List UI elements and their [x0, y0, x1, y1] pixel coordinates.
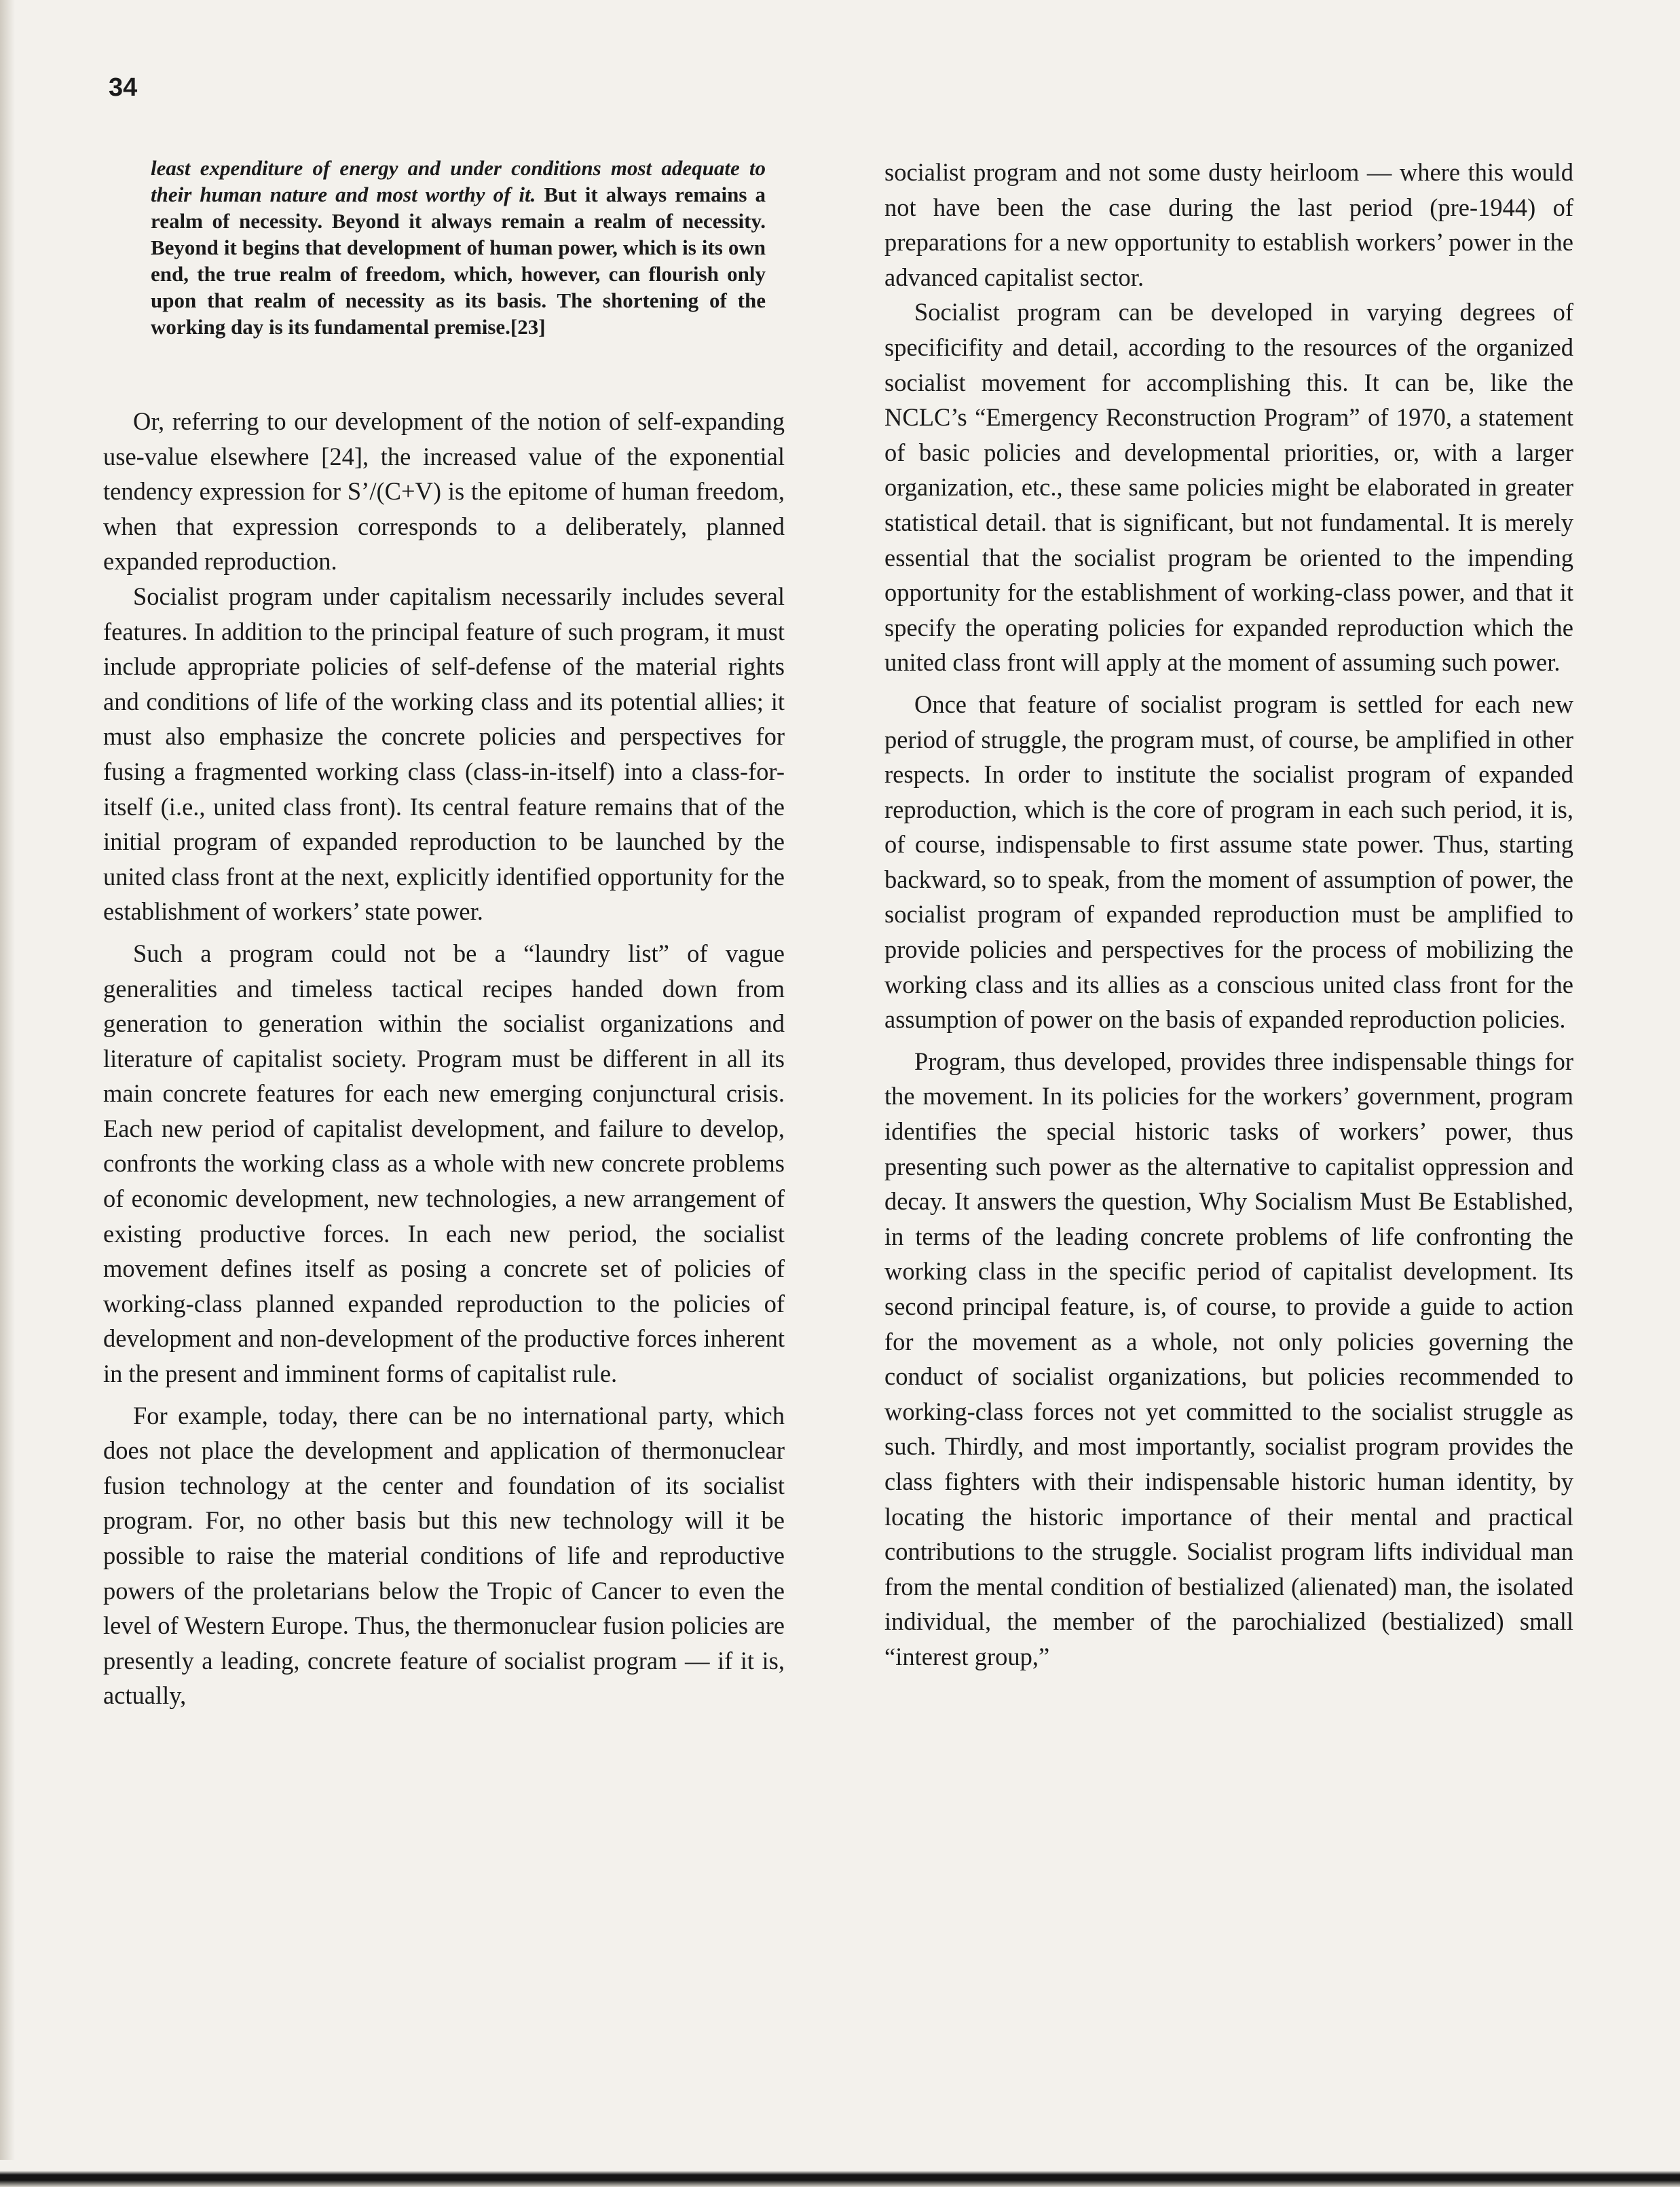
block-quote	[151, 155, 766, 340]
right-column	[884, 155, 1573, 1675]
quote-italic-text: least expenditure of energy and under conditions most adequate to their human nature and most worthy of it.	[151, 156, 766, 206]
quote-text: But it always remains a realm of necessity. Beyond it always remain a realm of necessity. Beyond it begins that development of human power, which is its own end, the true realm of freedom, which, however, can flourish only upon that realm of necessity as its basis. The shortening of the working day is its fundamental premise.[23]	[151, 183, 766, 339]
paragraph: Socialist program under capitalism necessarily includes several features. In addition to the principal feature of such program, it must include appropriate policies of self-defense of the material rights and conditions of life of the working class and its potential allies; it must also emphasize the concrete policies and perspectives for fusing a fragmented working class (class-in-itself) into a class-for-itself (i.e., united class front). Its central feature remains that of the initial program of expanded reproduction to be launched by the united class front at the next, explicitly identified opportunity for the establishment of workers’ state power.	[103, 582, 785, 926]
page-bottom-edge	[0, 2160, 1680, 2187]
paragraph: Such a program could not be a “laundry list” of vague generalities and timeless tactical recipes handed down from generation to generation within the socialist organizations and literature of capitalist society. Program must be different in all its main concrete features for each new emerging conjunctural crisis. Each new period of capitalist development, and failure to develop, confronts the working class as a whole with new concrete problems of economic development, new technologies, a new arrangement of existing productive forces. In each new period, the socialist movement defines itself as posing a concrete set of policies of working-class planned expanded reproduction to the policies of development and non-development of the productive forces inherent in the present and imminent forms of capitalist rule.	[103, 939, 785, 1388]
paragraph: Program, thus developed, provides three indispensable things for the movement. In its policies for the workers’ government, program identifies the special historic tasks of workers’ power, thus presenting such power as the alternative to capitalist oppression and decay. It answers the question, Why Socialism Must Be Established, in terms of the leading concrete problems of life confronting the working class in the specific period of capitalist development. Its second principal feature, is, of course, to provide a guide to action for the movement as a whole, not only policies governing the conduct of socialist organizations, but policies recommended to working-class forces not yet committed to the socialist struggle as such. Thirdly, and most importantly, socialist program provides the class fighters with their indispensable historic human identity, by locating the historic importance of their mental and practical contributions to the struggle. Socialist program lifts individual man from the mental condition of bestialized (alienated) man, the isolated individual, the member of the parochialized (bestialized) small “interest group,”	[884, 1047, 1573, 1670]
left-column	[103, 155, 785, 1713]
paragraph: Once that feature of socialist program is settled for each new period of struggle, the program must, of course, be amplified in other respects. In order to institute the socialist program of expanded reproduction, which is the core of program in each such period, it is, of course, indispensable to first assume state power. Thus, starting backward, so to speak, from the moment of assumption of power, the socialist program of expanded reproduction must be amplified to provide policies and perspectives for the process of mobilizing the working class and its allies as a conscious united class front for the assumption of power on the basis of expanded reproduction policies.	[884, 690, 1573, 1034]
paragraph: For example, today, there can be no international party, which does not place the development and application of thermonuclear fusion technology at the center and foundation of its socialist program. For, no other basis but this new technology will it be possible to raise the material conditions of life and reproductive powers of the proletarians below the Tropic of Cancer to even the level of Western Europe. Thus, the thermonuclear fusion policies are presently a leading, concrete feature of socialist program — if it is, actually,	[103, 1401, 785, 1710]
paragraph: socialist program and not some dusty heirloom — where this would not have been the case during the last period (pre-1944) of preparations for a new opportunity to establish workers’ power in the advanced capitalist sector.	[884, 158, 1573, 291]
paragraph: Socialist program can be developed in varying degrees of specificifity and detail, according to the resources of the organized socialist movement for accomplishing this. It can be, like the NCLC’s “Emergency Reconstruction Program” of 1970, a statement of basic policies and developmental priorities, or, with a larger organization, etc., these same policies might be elaborated in greater statistical detail. that is significant, but not fundamental. It is merely essential that the socialist program be oriented to the impending opportunity for the establishment of working-class power, and that it specify the operating policies for expanded reproduction which the united class front will apply at the moment of assuming such power.	[884, 298, 1573, 677]
paragraph: Or, referring to our development of the notion of self-expanding use-value elsewhere [24], the increased value of the exponential tendency expression for S’/(C+V) is the epitome of human freedom, when that expression corresponds to a deliberately, planned expanded reproduction.	[103, 407, 785, 576]
page-edge-shadow	[0, 0, 15, 2187]
page-number: 34	[109, 73, 138, 102]
